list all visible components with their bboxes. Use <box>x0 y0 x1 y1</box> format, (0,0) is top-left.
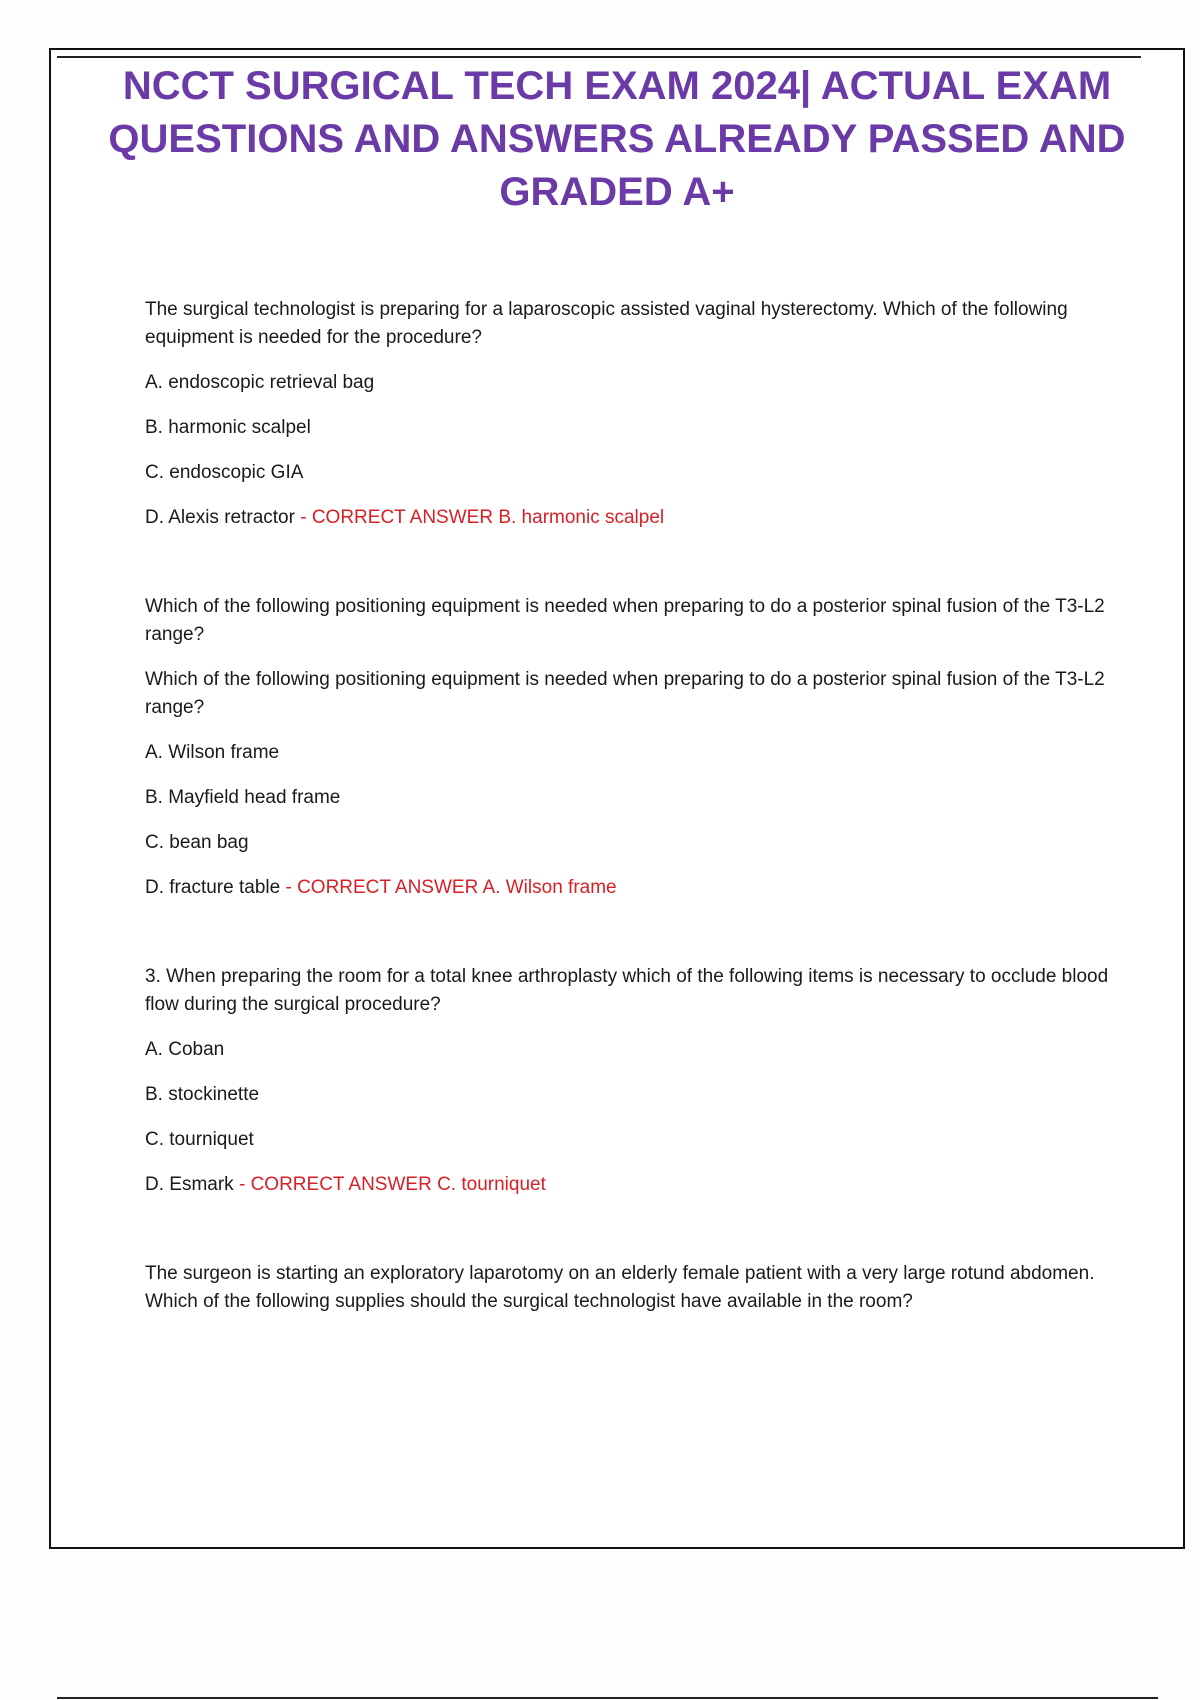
option-c: C. tourniquet <box>145 1129 254 1150</box>
question-spacer <box>145 919 1115 963</box>
option-b: B. harmonic scalpel <box>145 417 311 438</box>
option-d-with-answer <box>145 1171 1115 1199</box>
answer-separator: - <box>233 1174 251 1195</box>
option-b: B. Mayfield head frame <box>145 787 341 808</box>
option-c: C. endoscopic GIA <box>145 462 304 483</box>
option-c: C. bean bag <box>145 832 249 853</box>
document-title: NCCT SURGICAL TECH EXAM 2024| ACTUAL EXAM QUESTIONS AND ANSWERS ALREADY PASSED AND GRADED A+ <box>108 64 1126 214</box>
option-d: D. Alexis retractor <box>145 507 295 528</box>
option-d: D. Esmark <box>145 1174 234 1195</box>
answer-separator: - <box>280 877 298 898</box>
top-rule <box>57 56 1141 58</box>
correct-answer: CORRECT ANSWER B. harmonic scalpel <box>311 507 665 528</box>
option-d-with-answer <box>145 504 1115 532</box>
option-d-with-answer <box>145 874 1115 902</box>
option-b: B. stockinette <box>145 1084 260 1105</box>
question-block <box>145 593 1115 902</box>
question-text: The surgeon is starting an exploratory laparotomy on an elderly female patient with a very large rotund abdomen. Which of the following supplies should the surgical technologist have available in the room? <box>145 1263 1095 1312</box>
correct-answer: CORRECT ANSWER A. Wilson frame <box>297 877 617 898</box>
option-a: A. Wilson frame <box>145 742 280 763</box>
page-frame <box>49 48 1185 1549</box>
question-spacer <box>145 1216 1115 1260</box>
question-block <box>145 296 1115 532</box>
question-text: 3. When preparing the room for a total knee arthroplasty which of the following items is necessary to occlude blood flow during the surgical procedure? <box>145 966 1109 1015</box>
question-block <box>145 963 1115 1199</box>
question-text: Which of the following positioning equipment is needed when preparing to do a posterior spinal fusion of the T3-L2 range? <box>145 596 1105 645</box>
question-text-repeat: Which of the following positioning equipment is needed when preparing to do a posterior spinal fusion of the T3-L2 range? <box>145 669 1105 718</box>
option-a: A. endoscopic retrieval bag <box>145 372 375 393</box>
answer-separator: - <box>294 507 312 528</box>
option-a: A. Coban <box>145 1039 225 1060</box>
bottom-rule <box>57 1697 1158 1699</box>
question-block <box>145 1260 1115 1316</box>
option-d: D. fracture table <box>145 877 281 898</box>
question-text: The surgical technologist is preparing for a laparoscopic assisted vaginal hysterectomy. Which of the following equipment is needed for the procedure? <box>145 299 1068 348</box>
question-spacer <box>145 549 1115 593</box>
correct-answer: CORRECT ANSWER C. tourniquet <box>250 1174 546 1195</box>
question-list <box>145 296 1115 1333</box>
